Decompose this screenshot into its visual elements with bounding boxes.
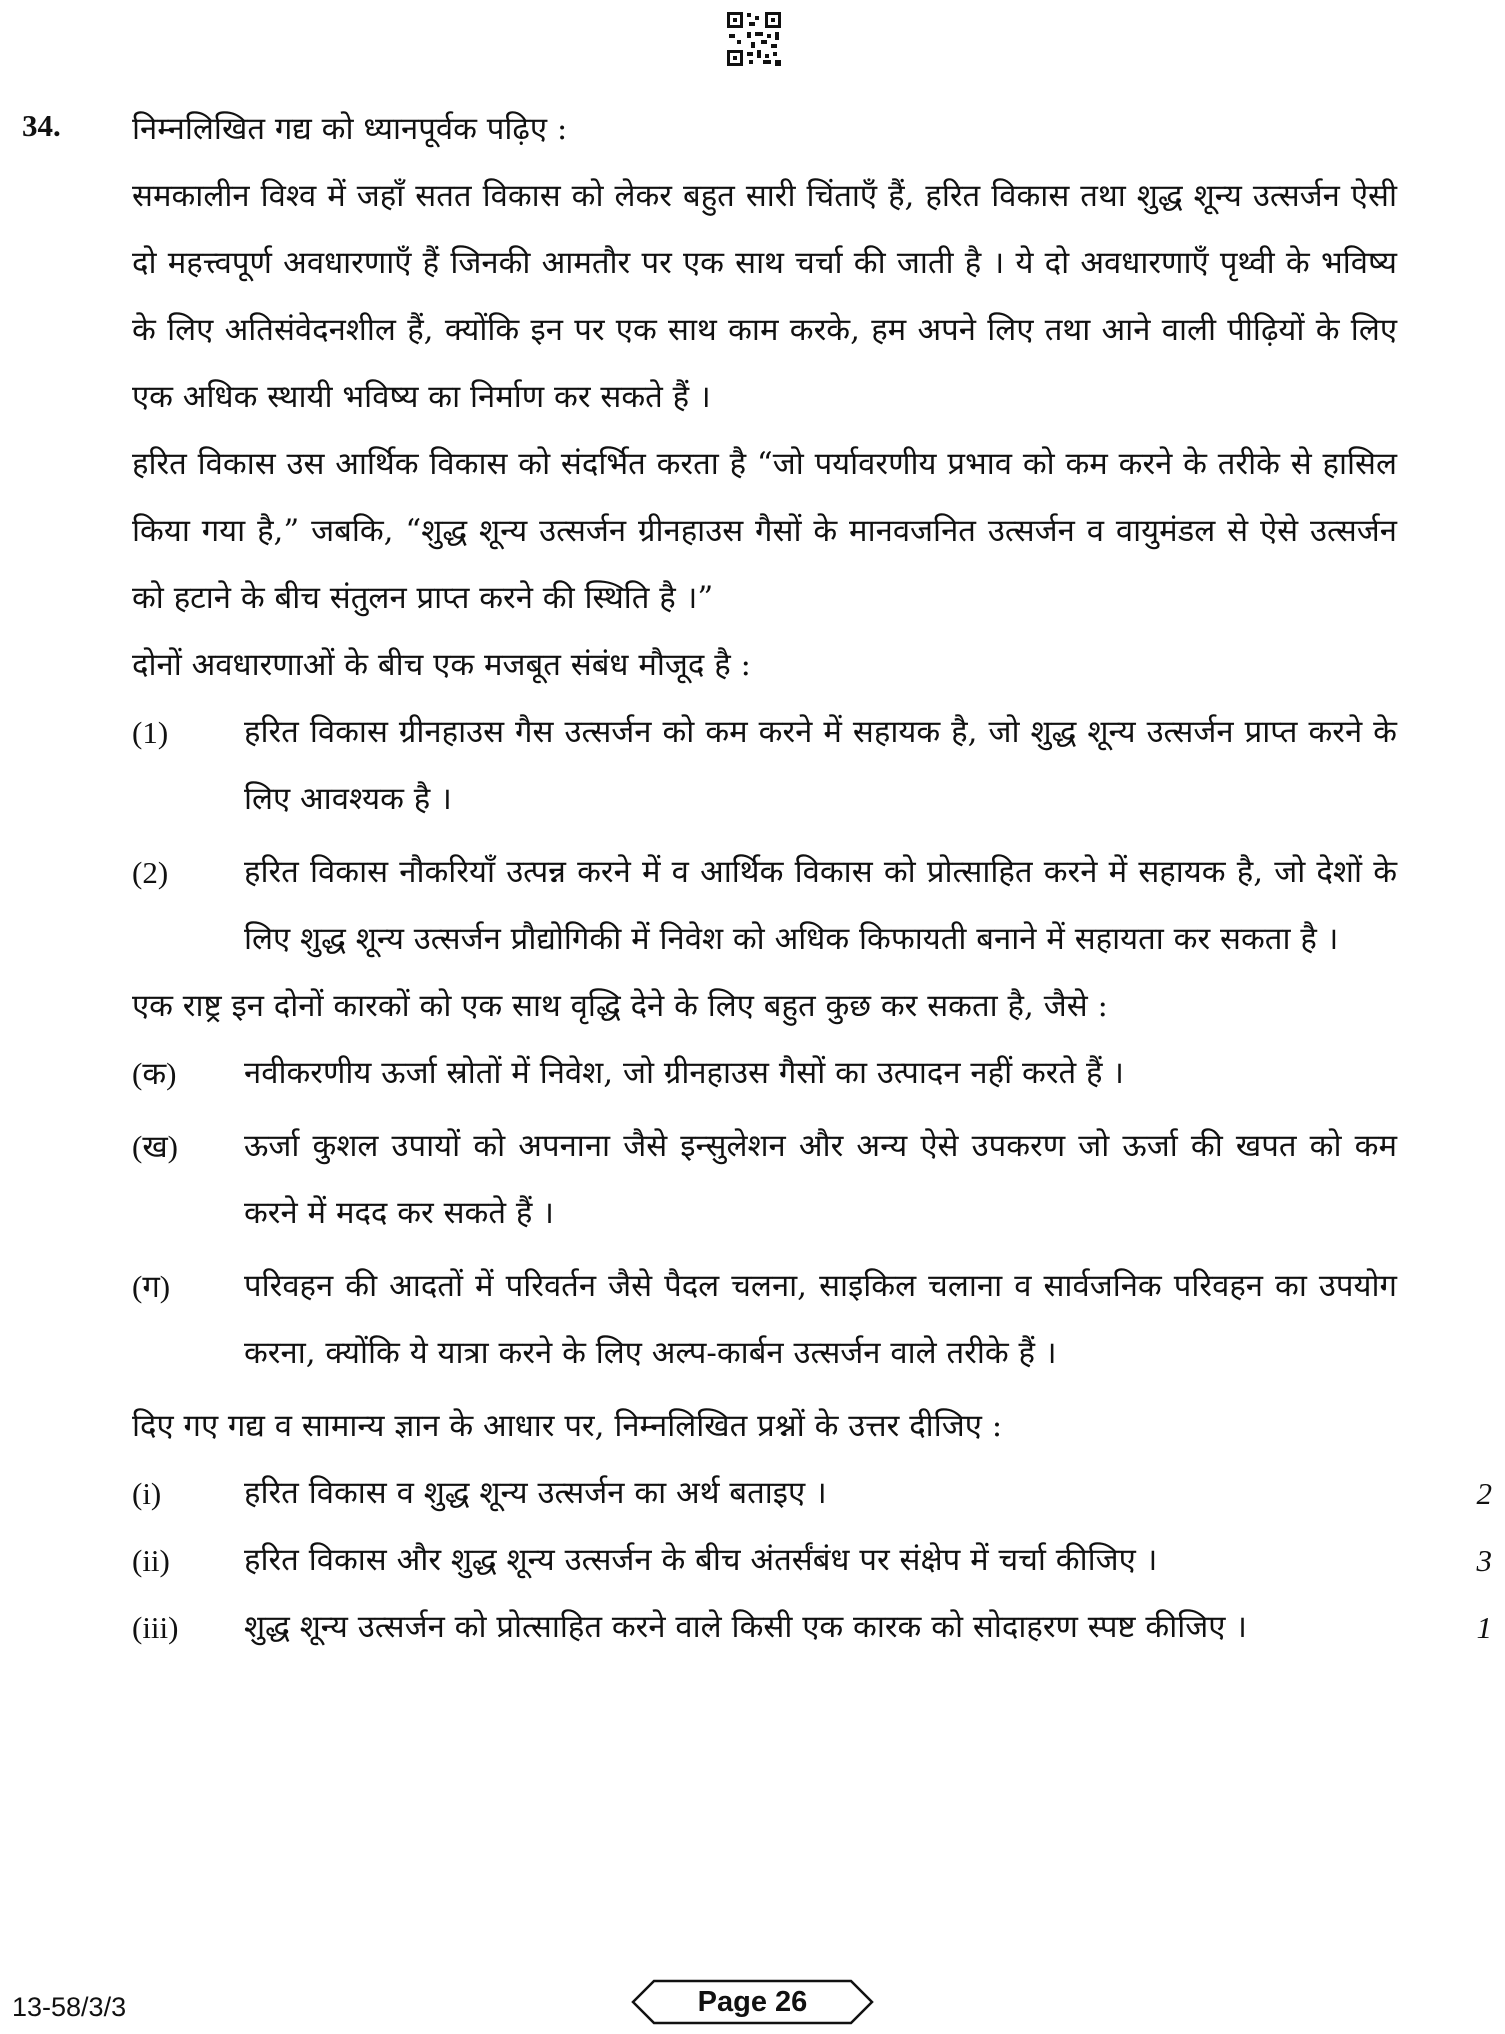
relation-intro: दोनों अवधारणाओं के बीच एक मजबूत संबंध मौजूद है : [132, 647, 751, 683]
instruction: निम्नलिखित गद्य को ध्यानपूर्वक पढ़िए : [132, 111, 568, 147]
question-number: 34. [22, 108, 61, 143]
item-text: नवीकरणीय ऊर्जा स्रोतों में निवेश, जो ग्रीनहाउस गैसों का उत्पादन नहीं करते हैं । [244, 1055, 1125, 1091]
sub-question-text: हरित विकास व शुद्ध शून्य उत्सर्जन का अर्थ बताइए । [244, 1475, 827, 1511]
page-number-badge [630, 1978, 875, 2026]
marks: 3 [1476, 1543, 1492, 1578]
sub-question [132, 1527, 1492, 1594]
sub-question [132, 1460, 1492, 1527]
measures-intro: एक राष्ट्र इन दोनों कारकों को एक साथ वृद्धि देने के लिए बहुत कुछ कर सकता है, जैसे : [132, 988, 1108, 1024]
sub-question-label: (iii) [132, 1610, 179, 1645]
list-item [132, 1253, 1397, 1387]
list-item [132, 1040, 1397, 1107]
sub-question-text: हरित विकास और शुद्ध शून्य उत्सर्जन के बीच अंतर्संबंध पर संक्षेप में चर्चा कीजिए । [244, 1542, 1158, 1578]
item-label: (ख) [132, 1129, 179, 1164]
questions-intro: दिए गए गद्य व सामान्य ज्ञान के आधार पर, निम्नलिखित प्रश्नों के उत्तर दीजिए : [132, 1408, 1003, 1444]
marks: 1 [1476, 1610, 1492, 1645]
sub-question-label: (i) [132, 1476, 162, 1511]
question-body [132, 96, 1492, 1661]
item-label: (ग) [132, 1269, 171, 1304]
list-item [132, 839, 1397, 973]
qr-code [725, 10, 783, 68]
item-text: ऊर्जा कुशल उपायों को अपनाना जैसे इन्सुलेशन और अन्य ऐसे उपकरण जो ऊर्जा की खपत को कम करने में मदद कर सकते हैं । [244, 1128, 1397, 1231]
item-label: (2) [132, 855, 169, 890]
list-item [132, 1113, 1397, 1247]
item-text: परिवहन की आदतों में परिवर्तन जैसे पैदल चलना, साइकिल चलाना व सार्वजनिक परिवहन का उपयोग करना, क्योंकि ये यात्रा करने के लिए अल्प-कार्बन उत्सर्जन वाले तरीके हैं । [244, 1268, 1397, 1371]
marks: 2 [1476, 1476, 1492, 1511]
item-text: हरित विकास ग्रीनहाउस गैस उत्सर्जन को कम करने में सहायक है, जो शुद्ध शून्य उत्सर्जन प्राप्त करने के लिए आवश्यक है । [244, 714, 1397, 817]
sub-question-text: शुद्ध शून्य उत्सर्जन को प्रोत्साहित करने वाले किसी एक कारक को सोदाहरण स्पष्ट कीजिए । [244, 1609, 1248, 1645]
page-label: Page 26 [697, 1986, 808, 2018]
item-label: (1) [132, 715, 169, 750]
paper-code: 13-58/3/3 [12, 1992, 127, 2022]
passage-paragraph-1: समकालीन विश्व में जहाँ सतत विकास को लेकर बहुत सारी चिंताएँ हैं, हरित विकास तथा शुद्ध शून्य उत्सर्जन ऐसी दो महत्त्वपूर्ण अवधारणाएँ हैं जिनकी आमतौर पर एक साथ चर्चा की जाती है । ये दो अवधारणाएँ पृथ्वी के भविष्य के लिए अतिसंवेदनशील हैं, क्योंकि इन पर एक साथ काम करके, हम अपने लिए तथा आने वाली पीढ़ियों के लिए एक अधिक स्थायी भविष्य का निर्माण कर सकते हैं । [132, 178, 1397, 415]
sub-question-label: (ii) [132, 1543, 170, 1578]
item-text: हरित विकास नौकरियाँ उत्पन्न करने में व आर्थिक विकास को प्रोत्साहित करने में सहायक है, जो देशों के लिए शुद्ध शून्य उत्सर्जन प्रौद्योगिकी में निवेश को अधिक किफायती बनाने में सहायता कर सकता है । [244, 854, 1397, 957]
list-item [132, 699, 1397, 833]
item-label: (क) [132, 1056, 177, 1091]
passage-paragraph-2: हरित विकास उस आर्थिक विकास को संदर्भित करता है “जो पर्यावरणीय प्रभाव को कम करने के तरीके से हासिल किया गया है,” जबकि, “शुद्ध शून्य उत्सर्जन ग्रीनहाउस गैसों के मानवजनित उत्सर्जन व वायुमंडल से ऐसे उत्सर्जन को हटाने के बीच संतुलन प्राप्त करने की स्थिति है ।” [132, 446, 1397, 616]
sub-question [132, 1594, 1492, 1661]
